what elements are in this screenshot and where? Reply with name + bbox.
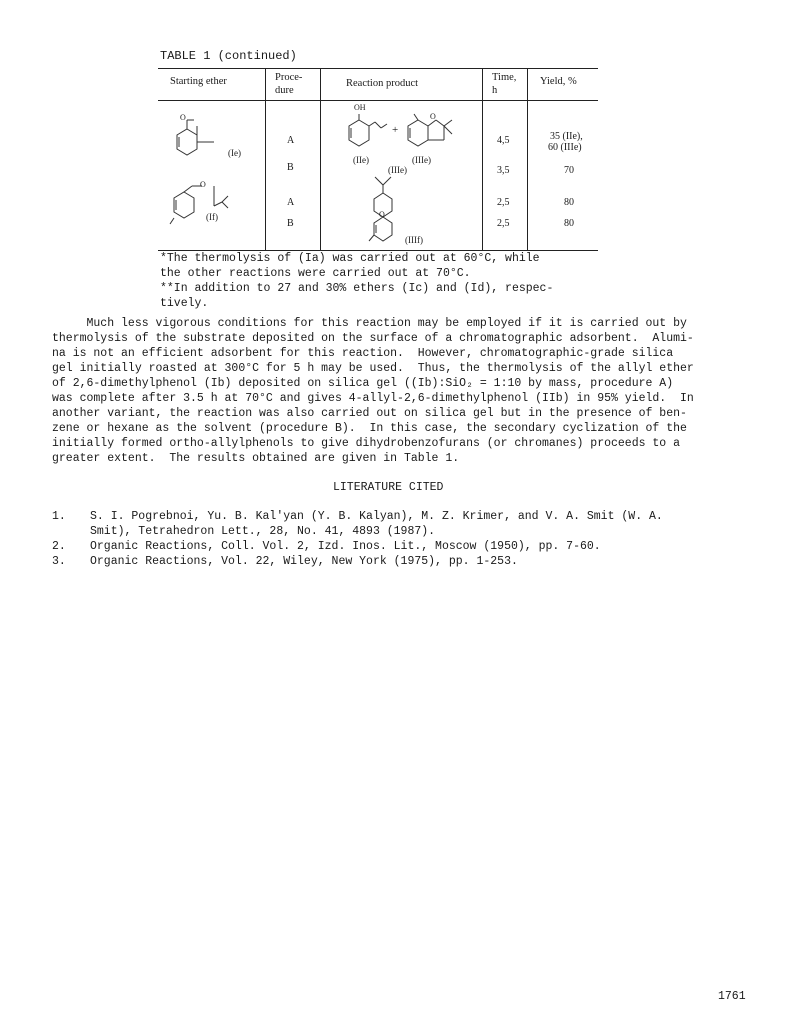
label-ether-ie: (Ie) xyxy=(228,148,241,158)
paragraph-line-6: was complete after 3.5 h at 70°C and gives 4-allyl-2,6-dimethylphenol (IIb) in 95% yield. In xyxy=(52,392,694,405)
label-o-ie: O xyxy=(180,113,186,122)
literature-heading: LITERATURE CITED xyxy=(333,481,444,494)
header-reaction-product: Reaction product xyxy=(346,78,419,89)
procedure-row-3: A xyxy=(287,197,295,208)
ref-1-text-b: Smit), Tetrahedron Lett., 28, No. 41, 4893 (1987). xyxy=(90,525,436,538)
header-yield: Yield, % xyxy=(540,76,577,87)
footnote-line-3: **In addition to 27 and 30% ethers (Ic) and (Id), respec- xyxy=(160,282,554,295)
table-col-divider-3 xyxy=(482,68,483,250)
paragraph-line-3: na is not an efficient adsorbent for this reaction. However, chromatographic-grade silica xyxy=(52,347,674,360)
paragraph-line-4: gel initially roasted at 300°C for 5 h may be used. Thus, the thermolysis of the allyl ether xyxy=(52,362,694,375)
header-time-line2: h xyxy=(492,85,498,96)
time-row-3: 2,5 xyxy=(497,197,510,208)
label-ether-if: (If) xyxy=(206,212,218,222)
label-o-iiif: O xyxy=(379,210,385,219)
structure-if xyxy=(170,180,250,240)
label-oh: OH xyxy=(354,103,366,112)
yield-row-4: 80 xyxy=(564,218,574,229)
label-o-if: O xyxy=(200,180,206,189)
footnote-line-2: the other reactions were carried out at 70°C. xyxy=(160,267,471,280)
footnote-line-4: tively. xyxy=(160,297,209,310)
page-number: 1761 xyxy=(718,990,746,1003)
yield-row-1a: 35 (IIe), xyxy=(550,131,583,142)
ref-2-text: Organic Reactions, Coll. Vol. 2, Izd. Inos. Lit., Moscow (1950), pp. 7-60. xyxy=(90,540,601,553)
table-top-rule xyxy=(158,68,598,69)
ref-1-text-a: S. I. Pogrebnoi, Yu. B. Kal'yan (Y. B. Kalyan), M. Z. Krimer, and V. A. Smit (W. A. xyxy=(90,510,663,523)
table-col-divider-1 xyxy=(265,68,266,250)
procedure-row-1: A xyxy=(287,135,295,146)
structure-ie xyxy=(170,112,230,172)
header-starting-ether: Starting ether xyxy=(170,76,227,87)
header-procedure-line1: Proce- xyxy=(275,72,303,83)
label-iiie-upper: (IIIe) xyxy=(412,155,431,165)
yield-row-2: 70 xyxy=(564,165,574,176)
table-caption: TABLE 1 (continued) xyxy=(160,49,297,63)
paragraph-line-8: zene or hexane as the solvent (procedure B). In this case, the secondary cyclization of the xyxy=(52,422,687,435)
label-iiie-lower: (IIIe) xyxy=(388,165,407,175)
label-plus: + xyxy=(392,124,399,136)
table-col-divider-4 xyxy=(527,68,528,250)
paragraph-line-9: initially formed ortho-allylphenols to give dihydrobenzofurans (or chromanes) proceeds to a xyxy=(52,437,681,450)
paragraph-line-2: thermolysis of the substrate deposited on the surface of a chromatographic adsorbent. Alumi- xyxy=(52,332,694,345)
table-col-divider-2 xyxy=(320,68,321,250)
time-row-4: 2,5 xyxy=(497,218,510,229)
paragraph-line-1: Much less vigorous conditions for this reaction may be employed if it is carried out by xyxy=(52,317,687,330)
ref-2-number: 2. xyxy=(52,540,66,553)
procedure-row-4: B xyxy=(287,218,294,229)
header-procedure-line2: dure xyxy=(275,85,294,96)
time-row-1: 4,5 xyxy=(497,135,510,146)
header-time-line1: Time, xyxy=(492,72,517,83)
label-o-iiie: O xyxy=(430,112,436,121)
table-header-rule xyxy=(158,100,598,101)
footnote-line-1: *The thermolysis of (Ia) was carried out at 60°C, while xyxy=(160,252,540,265)
paragraph-line-7: another variant, the reaction was also carried out on silica gel but in the presence of ben- xyxy=(52,407,687,420)
yield-row-3: 80 xyxy=(564,197,574,208)
ref-3-text: Organic Reactions, Vol. 22, Wiley, New York (1975), pp. 1-253. xyxy=(90,555,518,568)
paragraph-line-5: of 2,6-dimethylphenol (Ib) deposited on silica gel ((Ib):SiO₂ = 1:10 by mass, procedure A) xyxy=(52,377,674,390)
procedure-row-2: B xyxy=(287,162,294,173)
paragraph-line-10: greater extent. The results obtained are given in Table 1. xyxy=(52,452,460,465)
yield-row-1b: 60 (IIIe) xyxy=(548,142,582,153)
label-iiif: (IIIf) xyxy=(405,235,423,245)
ref-1-number: 1. xyxy=(52,510,66,523)
time-row-2: 3,5 xyxy=(497,165,510,176)
label-iie: (IIe) xyxy=(353,155,369,165)
ref-3-number: 3. xyxy=(52,555,66,568)
